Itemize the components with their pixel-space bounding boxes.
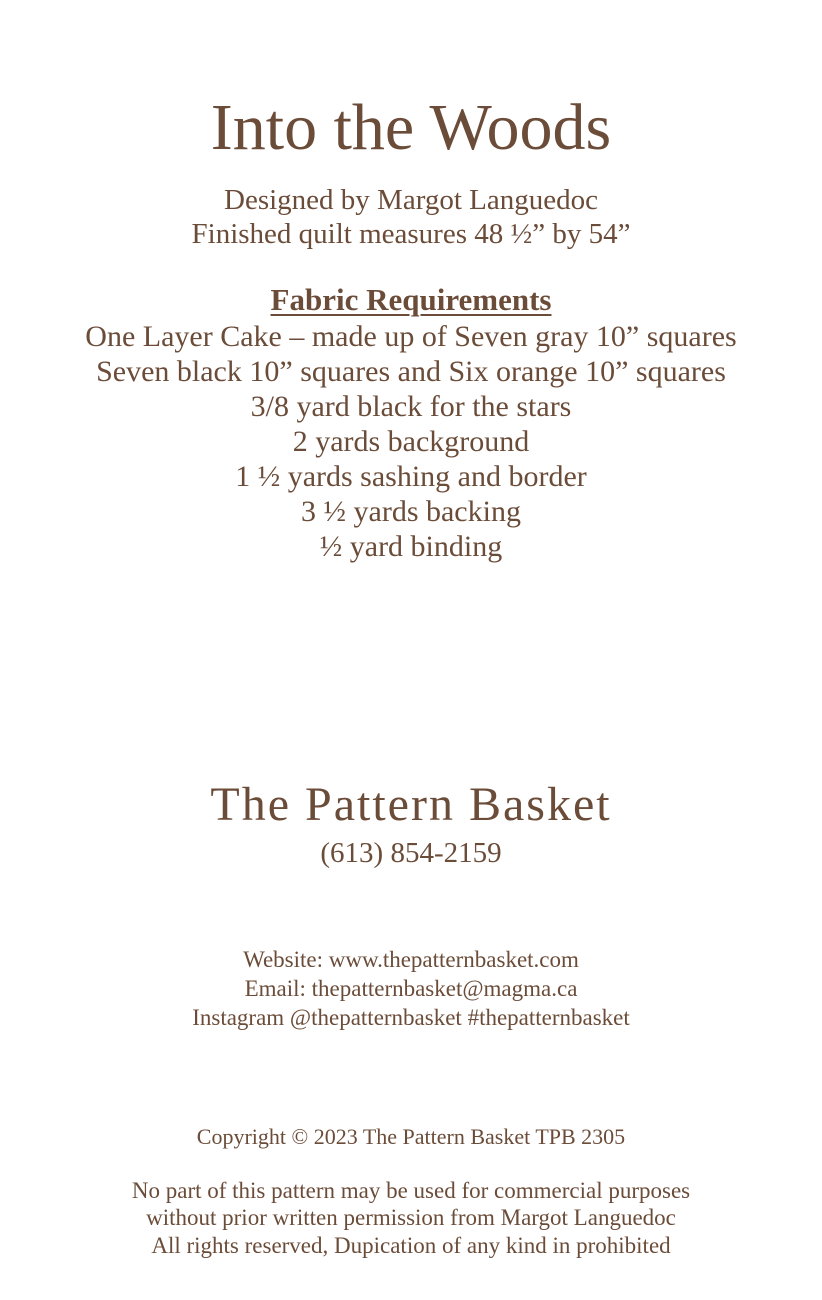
contact-website: Website: www.thepatternbasket.com: [243, 947, 579, 972]
legal-line: without prior written permission from Margot Languedoc: [146, 1205, 676, 1231]
fabric-item: One Layer Cake – made up of Seven gray 10” squares: [85, 320, 737, 353]
contact-instagram: Instagram @thepatternbasket #thepatternbasket: [192, 1004, 630, 1030]
fabric-item: 3/8 yard black for the stars: [250, 389, 572, 423]
fabric-item: ½ yard binding: [319, 529, 503, 563]
fabric-item: 3 ½ yards backing: [301, 494, 521, 528]
contact-email: Email: thepatternbasket@magma.ca: [244, 975, 578, 1001]
fabric-requirements-list: [0, 320, 822, 565]
page-title: Into the Woods: [210, 91, 612, 164]
legal-block: [0, 1177, 822, 1259]
fabric-requirements-heading: Fabric Requirements: [270, 282, 552, 317]
fabric-item: Seven black 10” squares and Six orange 10” squares: [96, 354, 726, 388]
legal-line: All rights reserved, Dupication of any kind in prohibited: [151, 1232, 671, 1258]
brand-phone: (613) 854-2159: [320, 837, 502, 869]
brand-name: The Pattern Basket: [210, 778, 612, 831]
header-subtitle: [0, 184, 822, 251]
copyright-line: Copyright © 2023 The Pattern Basket TPB 2305: [196, 1124, 626, 1149]
finished-size-line: Finished quilt measures 48 ½” by 54”: [191, 217, 631, 250]
designed-by-line: Designed by Margot Languedoc: [224, 184, 598, 216]
contact-block: [0, 946, 822, 1033]
legal-line: No part of this pattern may be used for commercial purposes: [131, 1178, 691, 1203]
fabric-item: 1 ½ yards sashing and border: [235, 459, 587, 493]
fabric-item: 2 yards background: [292, 424, 530, 458]
